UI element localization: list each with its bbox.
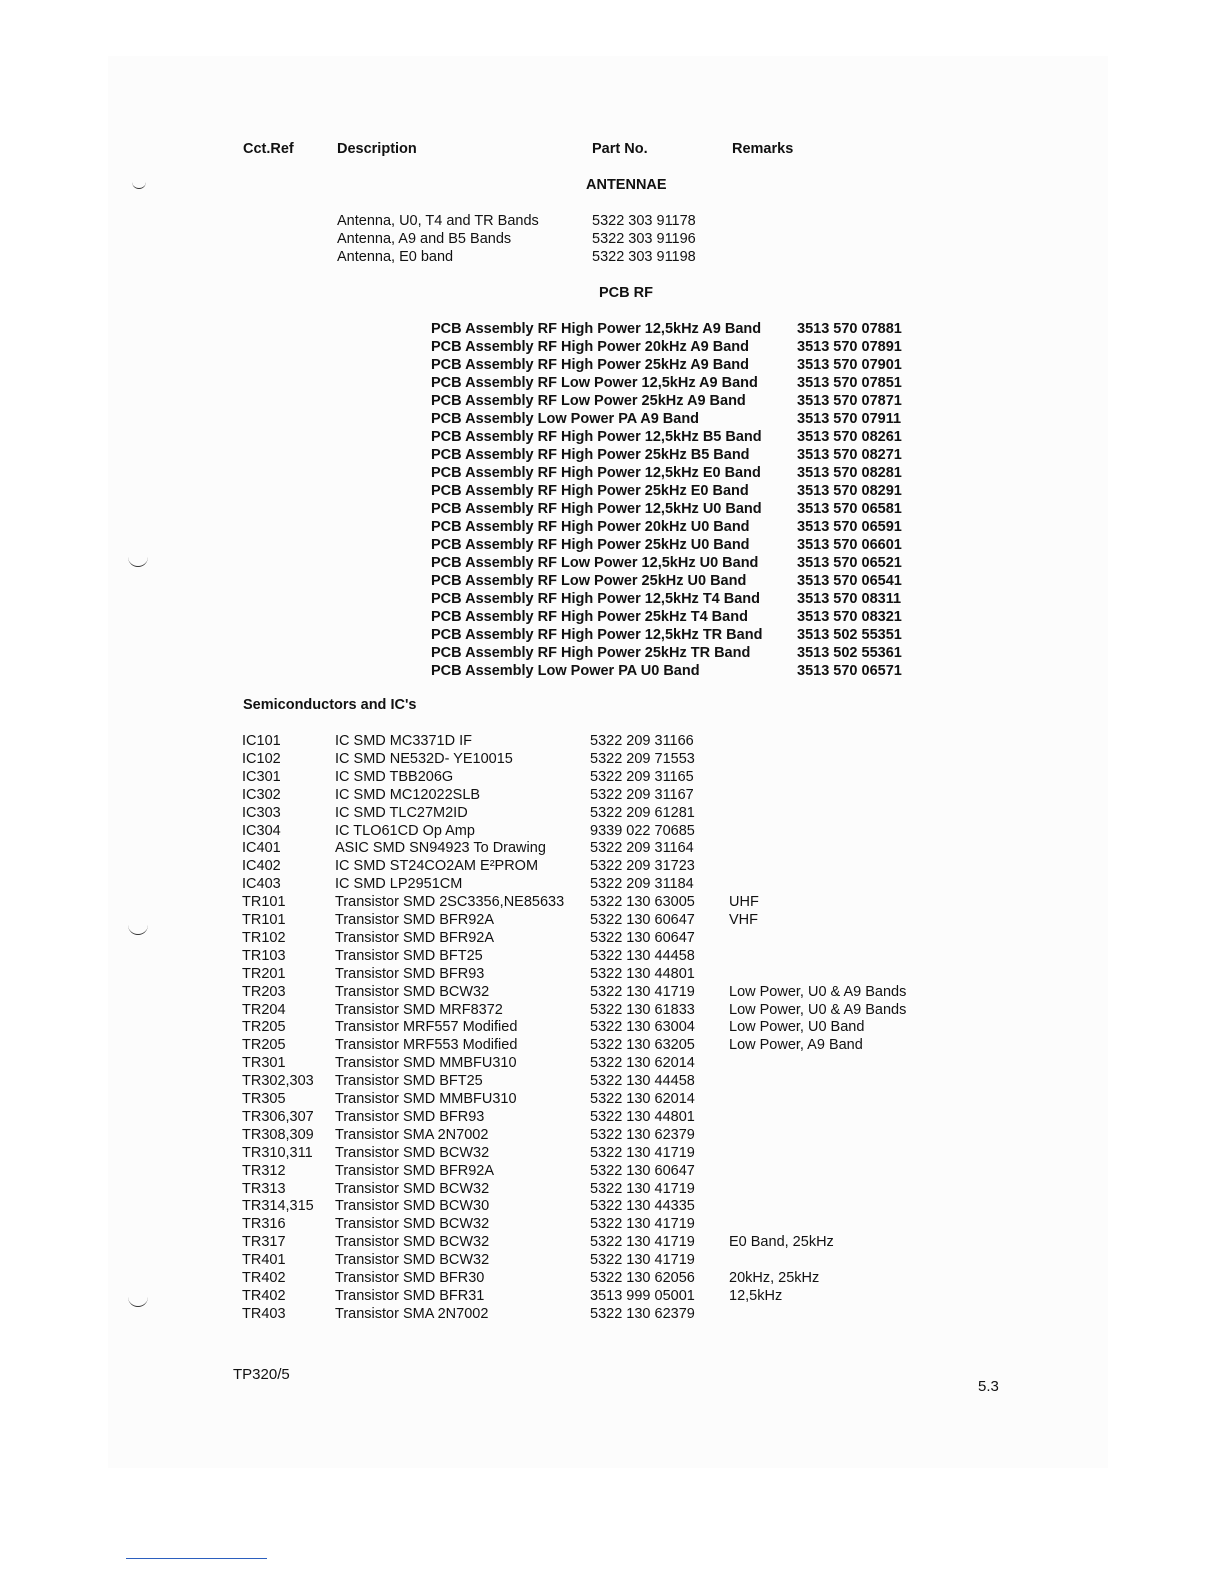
table-row: [0, 356, 1224, 374]
description-cell: Transistor SMD BCW32: [335, 983, 490, 1000]
table-row: [0, 750, 1224, 768]
description-cell: Transistor SMD BCW32: [335, 1180, 490, 1197]
part-no-cell: 5322 130 60647: [590, 912, 695, 928]
part-no-cell: 3513 570 08271: [797, 447, 902, 463]
remarks-cell: 12,5kHz: [729, 1287, 783, 1304]
document-code: TP320/5: [233, 1366, 290, 1383]
part-no-cell: 3513 570 06601: [797, 537, 902, 553]
part-no-cell: 5322 130 62014: [590, 1055, 695, 1072]
part-no-cell: 5322 130 41719: [590, 1252, 695, 1269]
ref-cell: TR201: [242, 965, 286, 982]
part-no-cell: 3513 570 07901: [797, 357, 902, 373]
ref-cell: IC102: [242, 750, 281, 767]
part-no-cell: 5322 130 62379: [590, 1126, 695, 1143]
part-no-cell: 3513 570 06541: [797, 573, 902, 589]
ref-cell: TR301: [242, 1055, 286, 1072]
description-cell: Antenna, A9 and B5 Bands: [337, 231, 512, 247]
part-no-cell: 5322 303 91196: [592, 231, 696, 247]
part-no-cell: 5322 130 41719: [590, 1216, 695, 1233]
description-cell: PCB Assembly RF High Power 25kHz B5 Band: [431, 447, 750, 463]
part-no-cell: 5322 130 41719: [590, 983, 695, 1000]
part-no-cell: 5322 209 31184: [590, 876, 694, 893]
description-cell: Antenna, U0, T4 and TR Bands: [337, 213, 539, 229]
header-part-no: Part No.: [592, 141, 648, 157]
part-no-cell: 5322 209 71553: [590, 750, 695, 767]
part-no-cell: 5322 130 44801: [590, 1108, 695, 1125]
ref-cell: TR305: [242, 1091, 286, 1107]
part-no-cell: 9339 022 70685: [590, 822, 695, 839]
table-row: [0, 911, 1224, 929]
description-cell: Transistor SMD MRF8372: [335, 1001, 503, 1018]
ref-cell: TR204: [242, 1001, 286, 1018]
part-no-cell: 5322 130 41719: [590, 1144, 695, 1161]
table-row: [0, 1054, 1224, 1072]
table-row: [0, 554, 1224, 572]
table-row: [0, 1251, 1224, 1269]
table-row: [0, 1233, 1224, 1251]
description-cell: Transistor SMD BFT25: [335, 947, 483, 964]
description-cell: Transistor SMD BFR31: [335, 1287, 485, 1304]
ref-cell: TR205: [242, 1019, 286, 1036]
table-row: [0, 857, 1224, 875]
part-no-cell: 5322 130 41719: [590, 1234, 695, 1251]
ref-cell: TR316: [242, 1216, 286, 1233]
description-cell: PCB Assembly RF High Power 12,5kHz T4 Band: [431, 591, 761, 607]
table-row: [0, 983, 1224, 1001]
description-cell: Transistor SMD BCW32: [335, 1252, 490, 1269]
part-no-cell: 5322 130 63005: [590, 894, 695, 911]
description-cell: Transistor SMD BCW32: [335, 1216, 490, 1233]
part-no-cell: 3513 570 07871: [797, 393, 902, 409]
table-row: [0, 1090, 1224, 1108]
description-cell: PCB Assembly RF Low Power 25kHz U0 Band: [431, 573, 747, 589]
description-cell: PCB Assembly RF Low Power 12,5kHz A9 Band: [431, 375, 758, 391]
table-row: [0, 947, 1224, 965]
table-row: [0, 1269, 1224, 1287]
description-cell: PCB Assembly RF High Power 12,5kHz A9 Band: [431, 321, 762, 337]
table-row: [0, 320, 1224, 338]
description-cell: Transistor SMD MMBFU310: [335, 1091, 517, 1107]
description-cell: PCB Assembly RF High Power 20kHz U0 Band: [431, 519, 750, 535]
description-cell: PCB Assembly RF High Power 25kHz U0 Band: [431, 537, 750, 553]
description-cell: IC SMD TLC27M2ID: [335, 804, 468, 821]
table-row: [0, 1072, 1224, 1090]
table-row: [0, 1001, 1224, 1019]
description-cell: Transistor SMD BCW32: [335, 1144, 490, 1161]
part-no-cell: 3513 570 08291: [797, 483, 902, 499]
description-cell: Transistor SMA 2N7002: [335, 1305, 489, 1322]
description-cell: Transistor SMD BFR92A: [335, 929, 494, 946]
part-no-cell: 5322 130 60647: [590, 1162, 695, 1179]
table-row: [0, 518, 1224, 536]
description-cell: Antenna, E0 band: [337, 249, 454, 265]
part-no-cell: 3513 502 55351: [797, 627, 902, 643]
part-no-cell: 3513 570 07891: [797, 339, 902, 355]
description-cell: PCB Assembly RF High Power 25kHz E0 Band: [431, 483, 749, 499]
part-no-cell: 5322 209 31166: [590, 733, 694, 749]
ref-cell: TR317: [242, 1234, 286, 1251]
description-cell: PCB Assembly RF High Power 25kHz A9 Band: [431, 357, 750, 373]
page-number: 5.3: [978, 1378, 999, 1395]
description-cell: PCB Assembly Low Power PA U0 Band: [431, 663, 700, 679]
remarks-cell: 20kHz, 25kHz: [729, 1270, 820, 1286]
table-row: [0, 590, 1224, 608]
part-no-cell: 3513 570 08281: [797, 465, 902, 481]
table-row: [0, 1162, 1224, 1180]
description-cell: PCB Assembly RF High Power 25kHz T4 Band: [431, 609, 748, 625]
part-no-cell: 5322 209 31164: [590, 840, 694, 857]
part-no-cell: 3513 570 06591: [797, 519, 902, 535]
ref-cell: IC303: [242, 804, 281, 821]
table-row: [0, 212, 1224, 230]
header-cct-ref: Cct.Ref: [243, 141, 294, 157]
description-cell: IC SMD LP2951CM: [335, 876, 463, 893]
part-no-cell: 5322 130 44335: [590, 1198, 695, 1215]
part-no-cell: 3513 570 06571: [797, 663, 902, 679]
remarks-cell: E0 Band, 25kHz: [729, 1234, 834, 1251]
description-cell: Transistor SMD BFR92A: [335, 912, 494, 928]
table-row: [0, 248, 1224, 266]
table-row: [0, 1305, 1224, 1323]
ref-cell: TR302,303: [242, 1073, 314, 1090]
table-row: [0, 392, 1224, 410]
part-no-cell: 5322 209 61281: [590, 804, 695, 821]
table-row: [0, 1144, 1224, 1162]
description-cell: PCB Assembly RF High Power 12,5kHz E0 Band: [431, 465, 761, 481]
table-row: [0, 768, 1224, 786]
table-row: [0, 1180, 1224, 1198]
part-no-cell: 3513 570 06581: [797, 501, 902, 517]
part-no-cell: 5322 130 63004: [590, 1019, 695, 1036]
ref-cell: TR314,315: [242, 1198, 314, 1215]
description-cell: IC TLO61CD Op Amp: [335, 822, 475, 839]
ref-cell: TR101: [242, 912, 286, 928]
description-cell: Transistor MRF553 Modified: [335, 1037, 518, 1054]
description-cell: Transistor SMD 2SC3356,NE85633: [335, 894, 565, 911]
description-cell: IC SMD MC12022SLB: [335, 786, 481, 803]
part-no-cell: 5322 209 31165: [590, 768, 694, 785]
ref-cell: TR308,309: [242, 1126, 314, 1143]
remarks-cell: Low Power, U0 Band: [729, 1019, 865, 1036]
table-row: [0, 500, 1224, 518]
table-row: [0, 644, 1224, 662]
description-cell: IC SMD MC3371D IF: [335, 733, 472, 749]
part-no-cell: 3513 570 07851: [797, 375, 902, 391]
description-cell: Transistor SMD BFR93: [335, 1108, 485, 1125]
remarks-cell: Low Power, U0 & A9 Bands: [729, 983, 907, 1000]
part-no-cell: 5322 303 91198: [592, 249, 696, 265]
table-row: [0, 822, 1224, 840]
table-row: [0, 662, 1224, 680]
table-row: [0, 1036, 1224, 1054]
description-cell: PCB Assembly RF High Power 25kHz TR Band: [431, 645, 751, 661]
table-row: [0, 1215, 1224, 1233]
table-row: [0, 875, 1224, 893]
ref-cell: TR402: [242, 1270, 286, 1286]
ref-cell: IC302: [242, 786, 281, 803]
ref-cell: TR312: [242, 1162, 286, 1179]
part-no-cell: 5322 130 62379: [590, 1305, 695, 1322]
description-cell: Transistor SMD MMBFU310: [335, 1055, 517, 1072]
ref-cell: TR306,307: [242, 1108, 314, 1125]
table-row: [0, 1126, 1224, 1144]
ref-cell: TR103: [242, 947, 286, 964]
part-no-cell: 3513 570 07911: [797, 411, 902, 427]
section-title-antennae: ANTENNAE: [586, 177, 667, 193]
table-row: [0, 572, 1224, 590]
ref-cell: TR310,311: [242, 1144, 313, 1161]
part-no-cell: 3513 502 55361: [797, 645, 902, 661]
description-cell: Transistor SMD BCW32: [335, 1234, 490, 1251]
table-row: [0, 482, 1224, 500]
part-no-cell: 5322 209 31723: [590, 858, 695, 875]
part-no-cell: 5322 130 62014: [590, 1091, 695, 1107]
table-row: [0, 1108, 1224, 1126]
bottom-rule: [126, 1558, 267, 1559]
remarks-cell: VHF: [729, 912, 758, 928]
description-cell: PCB Assembly RF High Power 12,5kHz B5 Band: [431, 429, 762, 445]
description-cell: IC SMD TBB206G: [335, 768, 454, 785]
ref-cell: IC301: [242, 768, 281, 785]
description-cell: Transistor SMD BFR30: [335, 1270, 485, 1286]
header-description: Description: [337, 141, 417, 157]
table-row: [0, 626, 1224, 644]
table-row: [0, 1287, 1224, 1305]
part-no-cell: 5322 130 44801: [590, 965, 695, 982]
description-cell: PCB Assembly RF Low Power 25kHz A9 Band: [431, 393, 746, 409]
description-cell: IC SMD ST24CO2AM E²PROM: [335, 858, 539, 875]
table-row: [0, 608, 1224, 626]
table-row: [0, 446, 1224, 464]
table-row: [0, 786, 1224, 804]
remarks-cell: UHF: [729, 894, 759, 911]
table-row: [0, 230, 1224, 248]
ref-cell: TR313: [242, 1180, 286, 1197]
ref-cell: TR102: [242, 929, 286, 946]
description-cell: ASIC SMD SN94923 To Drawing: [335, 840, 546, 857]
ref-cell: TR402: [242, 1287, 286, 1304]
table-row: [0, 410, 1224, 428]
table-row: [0, 929, 1224, 947]
part-no-cell: 5322 209 31167: [590, 786, 694, 803]
description-cell: Transistor MRF557 Modified: [335, 1019, 518, 1036]
table-row: [0, 965, 1224, 983]
section-title-semiconductors: Semiconductors and IC's: [243, 697, 417, 713]
description-cell: Transistor SMD BFT25: [335, 1073, 483, 1090]
ref-cell: TR205: [242, 1037, 286, 1054]
part-no-cell: 3513 570 08261: [797, 429, 902, 445]
section-title-pcb-rf: PCB RF: [599, 285, 653, 301]
table-row: [0, 1197, 1224, 1215]
description-cell: PCB Assembly Low Power PA A9 Band: [431, 411, 700, 427]
description-cell: PCB Assembly RF High Power 12,5kHz TR Band: [431, 627, 763, 643]
table-row: [0, 428, 1224, 446]
description-cell: PCB Assembly RF High Power 12,5kHz U0 Band: [431, 501, 762, 517]
description-cell: PCB Assembly RF High Power 20kHz A9 Band: [431, 339, 750, 355]
ref-cell: TR101: [242, 894, 286, 911]
table-row: [0, 804, 1224, 822]
description-cell: Transistor SMD BCW30: [335, 1198, 490, 1215]
description-cell: Transistor SMA 2N7002: [335, 1126, 489, 1143]
table-row: [0, 732, 1224, 750]
part-no-cell: 3513 999 05001: [590, 1287, 695, 1304]
part-no-cell: 5322 130 60647: [590, 929, 695, 946]
table-row: [0, 464, 1224, 482]
part-no-cell: 3513 570 07881: [797, 321, 902, 337]
remarks-cell: Low Power, U0 & A9 Bands: [729, 1001, 907, 1018]
part-no-cell: 5322 130 63205: [590, 1037, 695, 1054]
part-no-cell: 3513 570 08311: [797, 591, 902, 607]
table-row: [0, 1018, 1224, 1036]
ref-cell: IC304: [242, 822, 281, 839]
part-no-cell: 5322 130 61833: [590, 1001, 695, 1018]
part-no-cell: 5322 130 44458: [590, 1073, 695, 1090]
part-no-cell: 3513 570 06521: [797, 555, 902, 571]
part-no-cell: 5322 130 41719: [590, 1180, 695, 1197]
part-no-cell: 3513 570 08321: [797, 609, 902, 625]
table-row: [0, 839, 1224, 857]
ref-cell: IC401: [242, 840, 281, 857]
description-cell: PCB Assembly RF Low Power 12,5kHz U0 Band: [431, 555, 759, 571]
description-cell: IC SMD NE532D- YE10015: [335, 750, 513, 767]
ref-cell: IC101: [242, 733, 281, 749]
part-no-cell: 5322 130 44458: [590, 947, 695, 964]
table-row: [0, 338, 1224, 356]
ref-cell: IC402: [242, 858, 281, 875]
description-cell: Transistor SMD BFR93: [335, 965, 485, 982]
remarks-cell: Low Power, A9 Band: [729, 1037, 863, 1054]
header-remarks: Remarks: [732, 141, 794, 157]
ref-cell: TR403: [242, 1305, 286, 1322]
ref-cell: TR401: [242, 1252, 286, 1269]
part-no-cell: 5322 130 62056: [590, 1270, 695, 1286]
description-cell: Transistor SMD BFR92A: [335, 1162, 494, 1179]
table-row: [0, 893, 1224, 911]
table-row: [0, 374, 1224, 392]
table-row: [0, 536, 1224, 554]
ref-cell: IC403: [242, 876, 281, 893]
ref-cell: TR203: [242, 983, 286, 1000]
part-no-cell: 5322 303 91178: [592, 213, 696, 229]
